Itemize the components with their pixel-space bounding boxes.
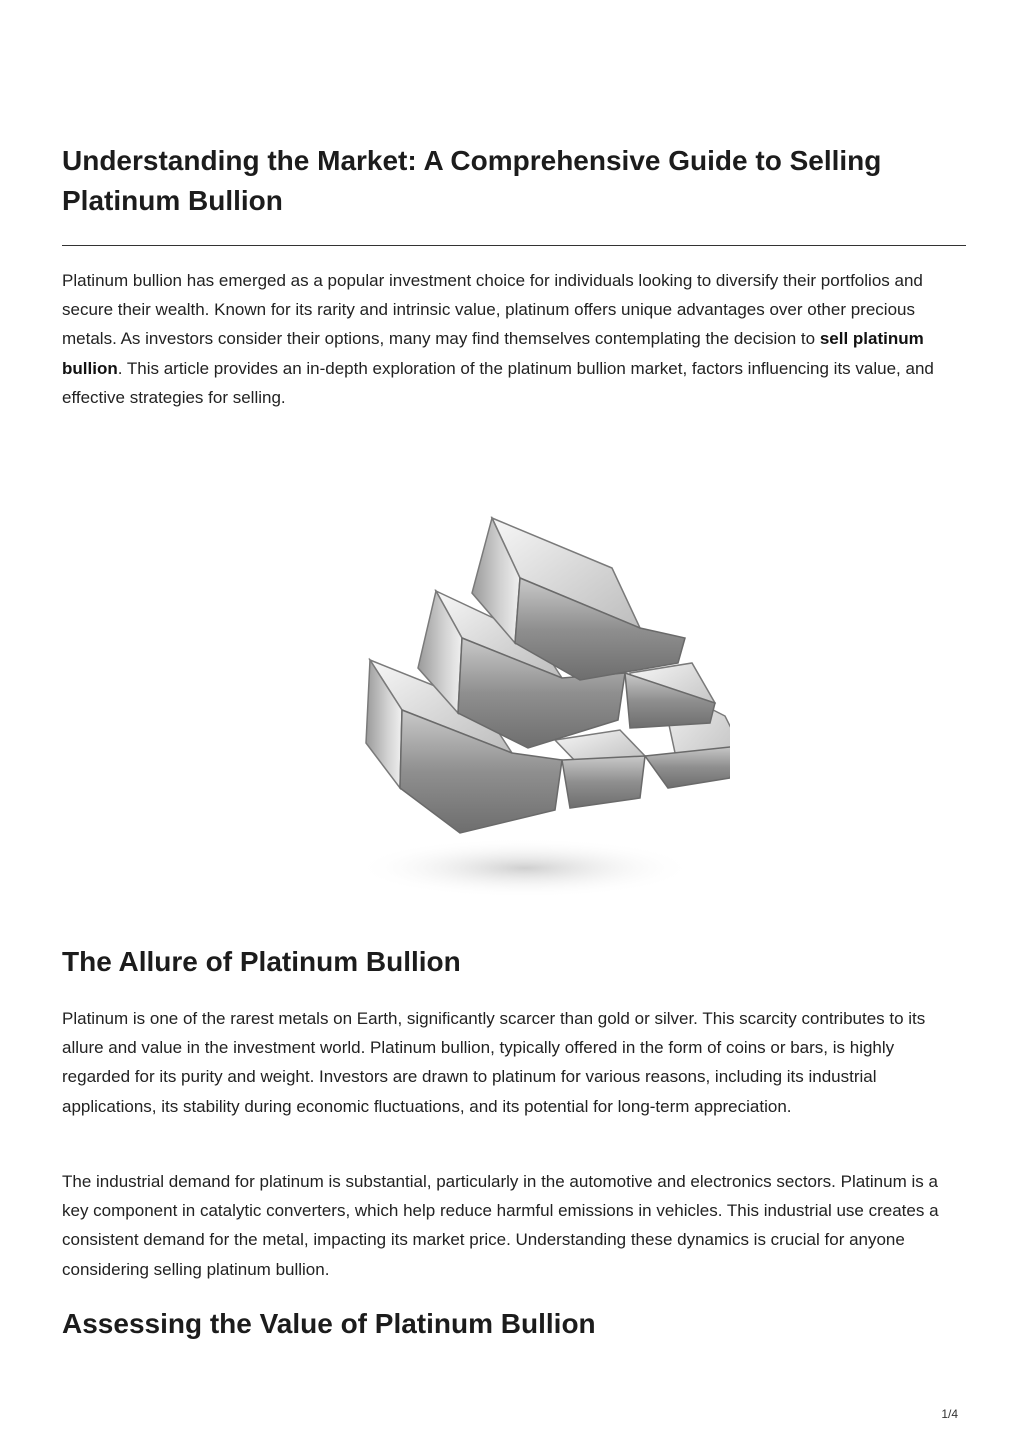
intro-text-before: Platinum bullion has emerged as a popular investment choice for individuals looking to diversify their portfolios and secure their wealth. Known for its rarity and intrinsic value, platinum offers unique advantages over other precious metals. As investors consider their options, many may find themselves contemplating the decision to (62, 271, 923, 349)
intro-paragraph (62, 266, 964, 412)
section-heading-allure: The Allure of Platinum Bullion (62, 946, 461, 977)
intro-text-after: . This article provides an in-depth exploration of the platinum bullion market, factors influencing its value, and effective strategies for selling. (62, 358, 934, 407)
title-divider (62, 245, 966, 246)
sell-platinum-bullion-link[interactable]: sell platinum bullion (62, 329, 924, 378)
allure-paragraph-2: The industrial demand for platinum is substantial, particularly in the automotive and electronics sectors. Platinum is a key component in catalytic converters, which help reduce harmful emissions in vehicles. This industrial use creates a consistent demand for the metal, impacting its market price. Understanding these dynamics is crucial for anyone considering selling platinum bullion. (62, 1172, 939, 1279)
section-heading-assessing: Assessing the Value of Platinum Bullion (62, 1308, 596, 1339)
bar-middle-right (625, 663, 715, 728)
page-title: Understanding the Market: A Comprehensive Guide to Selling Platinum Bullion (62, 145, 882, 216)
platinum-bars-image (300, 498, 730, 918)
page-number: 1/4 (941, 1407, 958, 1421)
allure-paragraph-1: Platinum is one of the rarest metals on Earth, significantly scarcer than gold or silver. This scarcity contributes to its allure and value in the investment world. Platinum bullion, typically offered in the form of coins or bars, is highly regarded for its purity and weight. Investors are drawn to platinum for various reasons, including its industrial applications, its stability during economic fluctuations, and its potential for long-term appreciation. (62, 1009, 926, 1116)
bar-bottom-middle (555, 730, 645, 808)
